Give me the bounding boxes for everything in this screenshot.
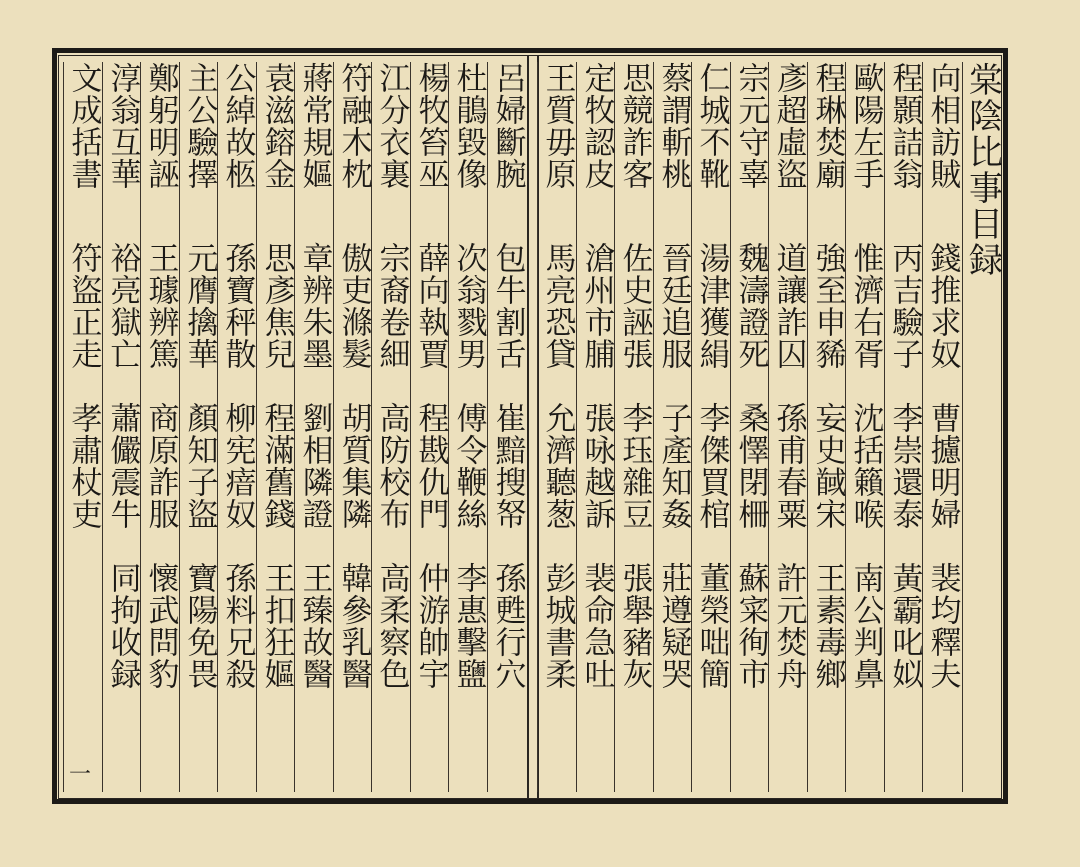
entry-title: 傅令鞭絲 <box>450 402 487 530</box>
page-number-column <box>58 62 98 792</box>
text-column <box>691 62 731 792</box>
entry-title: 次翁戮男 <box>450 242 487 370</box>
entry-title: 強至申豨 <box>809 242 846 370</box>
entry-title: 包牛割舌 <box>489 242 526 370</box>
entry-title: 杜鵑毀像 <box>450 62 487 190</box>
entry-title: 呂婦斷腕 <box>489 62 526 190</box>
entry-title: 孫寶秤散 <box>219 242 256 370</box>
entry-title: 江分衣裏 <box>373 62 410 190</box>
entry-title: 李崇還泰 <box>886 402 923 530</box>
text-column <box>217 62 257 792</box>
text-column <box>371 62 411 792</box>
entry-title: 思彥焦兒 <box>258 242 295 370</box>
entry-title: 魏濤證死 <box>732 242 769 370</box>
entry-title: 劉相隣證 <box>296 402 333 530</box>
entry-title: 蔣常規嫗 <box>296 62 333 190</box>
entry-title: 彭城書柔 <box>539 562 576 690</box>
entry-title: 道讓詐囚 <box>770 242 807 370</box>
entry-title: 佐史誣張 <box>616 242 653 370</box>
entry-title: 李珏雜豆 <box>616 402 653 530</box>
entry-title: 許元焚舟 <box>770 562 807 690</box>
entry-title: 晉廷追服 <box>655 242 692 370</box>
text-column <box>922 62 962 792</box>
entry-title: 懷武問豹 <box>142 562 179 690</box>
text-column <box>256 62 296 792</box>
entry-title: 子產知姦 <box>655 402 692 530</box>
entry-title: 歐陽左手 <box>847 62 884 190</box>
entry-title: 程滿舊錢 <box>258 402 295 530</box>
entry-title: 蕭儼震牛 <box>104 402 141 530</box>
text-column <box>294 62 334 792</box>
entry-title: 蘇寀徇市 <box>732 562 769 690</box>
entry-title: 錢推求奴 <box>924 242 961 370</box>
text-column <box>410 62 450 792</box>
entry-title: 滄州市脯 <box>578 242 615 370</box>
entry-title: 同拘收録 <box>104 562 141 690</box>
entry-title: 黃霸叱姒 <box>886 562 923 690</box>
text-column <box>179 62 219 792</box>
entry-title: 孝肅杖吏 <box>65 402 102 530</box>
entry-title: 符盜正走 <box>65 242 102 370</box>
entry-title: 莊遵疑哭 <box>655 562 692 690</box>
entry-title: 高柔察色 <box>373 562 410 690</box>
entry-title: 孫甫春粟 <box>770 402 807 530</box>
entry-title: 顏知子盜 <box>181 402 218 530</box>
entry-title: 淳翁互華 <box>104 62 141 190</box>
entry-title: 裕亮獄亡 <box>104 242 141 370</box>
entry-title: 李惠擊鹽 <box>450 562 487 690</box>
entry-title: 孫甦行穴 <box>489 562 526 690</box>
entry-title: 李傑買棺 <box>693 402 730 530</box>
text-column <box>845 62 885 792</box>
entry-title: 袁滋鎔金 <box>258 62 295 190</box>
text-column <box>576 62 616 792</box>
entry-title: 王質毋原 <box>539 62 576 190</box>
entry-title: 鄭躬明誣 <box>142 62 179 190</box>
entry-title: 柳宪瘖奴 <box>219 402 256 530</box>
text-column <box>807 62 847 792</box>
entry-title: 程琳焚廟 <box>809 62 846 190</box>
entry-title: 王璩辨篤 <box>142 242 179 370</box>
entry-title: 符融木枕 <box>335 62 372 190</box>
entry-title: 公綽故柩 <box>219 62 256 190</box>
text-column <box>102 62 142 792</box>
entry-title: 商原詐服 <box>142 402 179 530</box>
entry-title: 蔡謂斬桃 <box>655 62 692 190</box>
entry-title: 張舉豬灰 <box>616 562 653 690</box>
entry-title: 文成括書 <box>65 62 102 190</box>
text-column <box>140 62 180 792</box>
text-column <box>487 62 527 792</box>
text-column <box>653 62 693 792</box>
entry-title: 主公驗擇 <box>181 62 218 190</box>
entry-title: 胡質集隣 <box>335 402 372 530</box>
entry-title: 沈括籟喉 <box>847 402 884 530</box>
entry-title: 崔黯搜帑 <box>489 402 526 530</box>
entry-title: 仲游帥宇 <box>412 562 449 690</box>
entry-title: 允濟聽葱 <box>539 402 576 530</box>
entry-title: 妄史馘宋 <box>809 402 846 530</box>
text-column <box>614 62 654 792</box>
entry-title: 高防校布 <box>373 402 410 530</box>
entry-title: 宗裔卷細 <box>373 242 410 370</box>
text-column <box>333 62 373 792</box>
entry-title: 南公判鼻 <box>847 562 884 690</box>
entry-title: 程顥詰翁 <box>886 62 923 190</box>
text-column <box>537 62 577 792</box>
entry-title: 桑懌閉柵 <box>732 402 769 530</box>
entry-title: 裴命急吐 <box>578 562 615 690</box>
entry-title: 程戡仇門 <box>412 402 449 530</box>
entry-title: 曹攄明婦 <box>924 402 961 530</box>
entry-title: 章辨朱墨 <box>296 242 333 370</box>
entry-title: 王素毒鄉 <box>809 562 846 690</box>
entry-title: 彥超虛盜 <box>770 62 807 190</box>
title-column <box>962 62 1002 792</box>
entry-title: 王臻故醫 <box>296 562 333 690</box>
entry-title: 董榮咄簡 <box>693 562 730 690</box>
entry-title: 孫料兄殺 <box>219 562 256 690</box>
entry-title: 傲吏滌髮 <box>335 242 372 370</box>
entry-title: 寶陽免畏 <box>181 562 218 690</box>
text-column <box>448 62 488 792</box>
entry-title: 丙吉驗子 <box>886 242 923 370</box>
entry-title: 湯津獲絹 <box>693 242 730 370</box>
page-number: 一 <box>65 762 91 784</box>
entry-title: 向相訪賊 <box>924 62 961 190</box>
entry-title: 元膺擒華 <box>181 242 218 370</box>
entry-title: 張咏越訴 <box>578 402 615 530</box>
entry-title: 宗元守辜 <box>732 62 769 190</box>
text-column <box>884 62 924 792</box>
entry-title: 王扣狂嫗 <box>258 562 295 690</box>
entry-title: 馬亮恐貸 <box>539 242 576 370</box>
page-title: 棠陰比事目録 <box>962 62 1003 278</box>
entry-title: 惟濟右胥 <box>847 242 884 370</box>
entry-title: 裴均釋夫 <box>924 562 961 690</box>
entry-title: 定牧認皮 <box>578 62 615 190</box>
text-column <box>730 62 770 792</box>
text-column <box>768 62 808 792</box>
entry-title: 薛向執賈 <box>412 242 449 370</box>
entry-title: 韓參乳醫 <box>335 562 372 690</box>
entry-title: 思競詐客 <box>616 62 653 190</box>
entry-title: 仁城不靴 <box>693 62 730 190</box>
entry-title: 楊牧笞巫 <box>412 62 449 190</box>
